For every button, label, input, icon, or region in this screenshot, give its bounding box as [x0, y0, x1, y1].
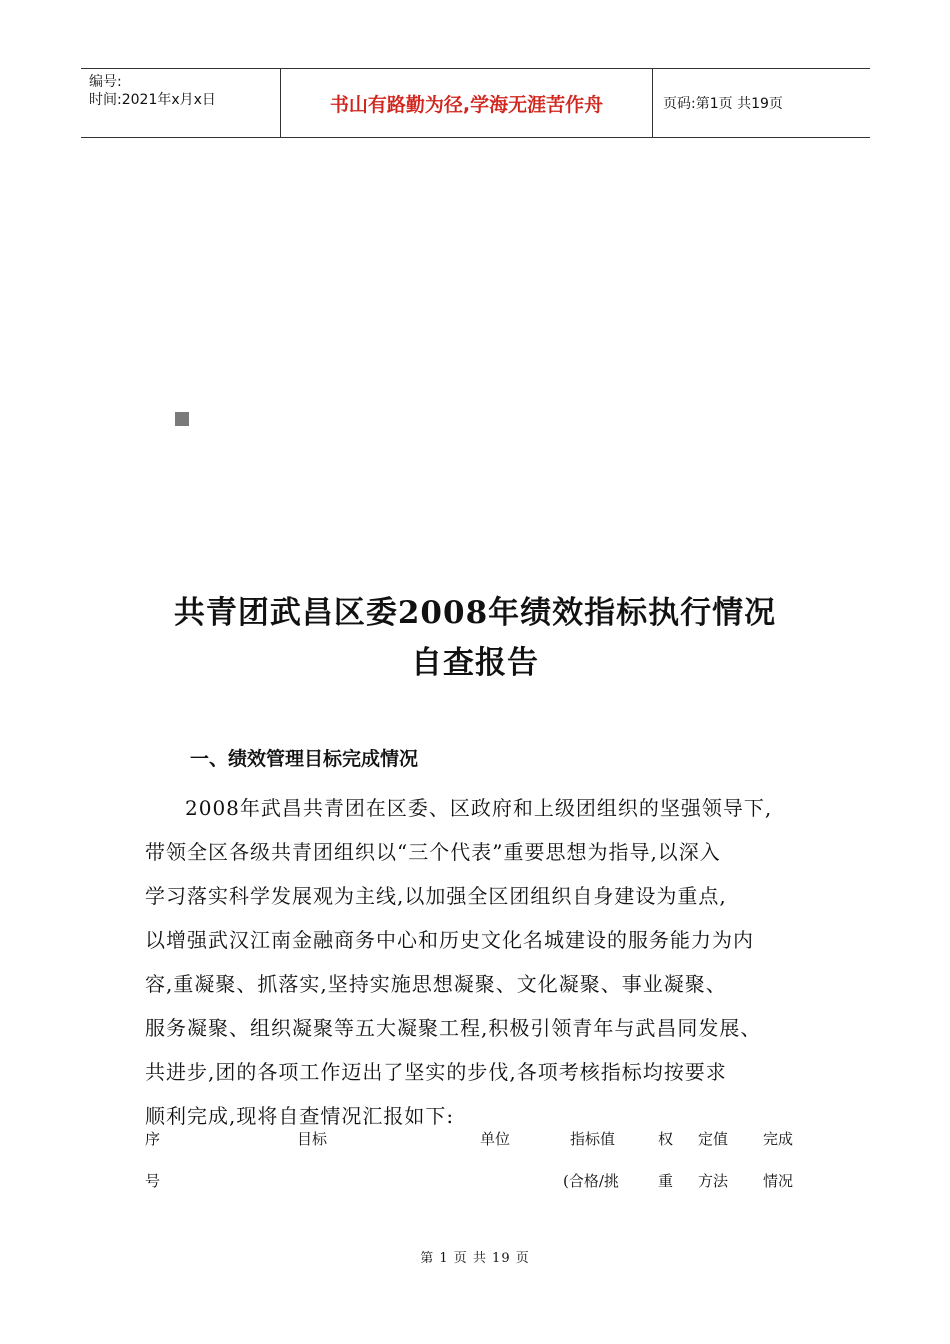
- col-seq-header: 序: [145, 1130, 161, 1148]
- col-indicator-header: 指标值: [570, 1130, 616, 1148]
- indicator-table-header: [145, 1128, 825, 1212]
- title-line-2: 自查报告: [411, 645, 539, 681]
- col-goal-header: 目标: [297, 1130, 328, 1148]
- col-unit-header: 单位: [480, 1130, 511, 1148]
- number-label: 编号:: [89, 74, 122, 90]
- header-page-info: 页码:第1页 共19页: [663, 96, 783, 112]
- time-label: 时间:2021年x月x日: [89, 92, 216, 108]
- body-paragraph: [145, 786, 825, 1138]
- col-method-header: 定值: [698, 1130, 729, 1148]
- col-status-header: 情况: [763, 1172, 794, 1190]
- col-indicator-header: (合格/挑: [563, 1172, 619, 1190]
- paragraph-line: 服务凝聚、组织凝聚等五大凝聚工程,积极引领青年与武昌同发展、: [145, 1016, 762, 1040]
- col-method-header: 方法: [698, 1172, 729, 1190]
- paragraph-line: 共进步,团的各项工作迈出了坚实的步伐,各项考核指标均按要求: [145, 1060, 727, 1084]
- square-bullet-icon: [175, 412, 189, 426]
- paragraph-line: 顺利完成,现将自查情况汇报如下:: [145, 1104, 455, 1128]
- col-weight-header: 权: [658, 1130, 674, 1148]
- col-status-header: 完成: [763, 1130, 794, 1148]
- header-motto: 书山有路勤为径,学海无涯苦作舟: [281, 69, 653, 137]
- col-seq-header: 号: [145, 1172, 161, 1190]
- col-weight-header: 重: [658, 1172, 674, 1190]
- section-heading: 一、绩效管理目标完成情况: [190, 748, 419, 770]
- page-header: [81, 68, 870, 138]
- paragraph-line: 带领全区各级共青团组织以“三个代表”重要思想为指导,以深入: [145, 840, 721, 864]
- title-line-1: 共青团武昌区委2008年绩效指标执行情况: [173, 595, 777, 631]
- table-header-row: [145, 1170, 825, 1212]
- paragraph-line: 学习落实科学发展观为主线,以加强全区团组织自身建设为重点,: [145, 884, 727, 908]
- document-title: [100, 588, 850, 688]
- paragraph-line: 容,重凝聚、抓落实,坚持实施思想凝聚、文化凝聚、事业凝聚、: [145, 972, 727, 996]
- paragraph-line: 以增强武汉江南金融商务中心和历史文化名城建设的服务能力为内: [145, 928, 754, 952]
- header-meta: [81, 69, 281, 137]
- table-header-row: [145, 1128, 825, 1170]
- paragraph-line: 2008年武昌共青团在区委、区政府和上级团组织的坚强领导下,: [185, 796, 773, 820]
- page-footer: 第 1 页 共 19 页: [420, 1251, 530, 1266]
